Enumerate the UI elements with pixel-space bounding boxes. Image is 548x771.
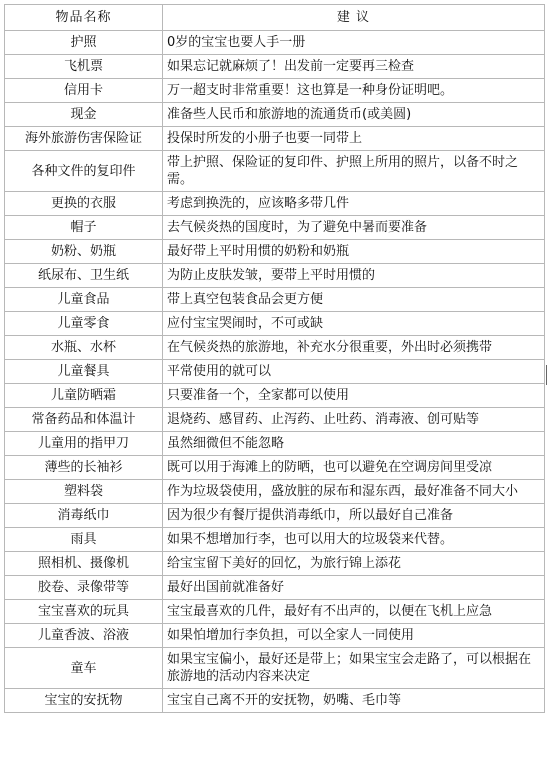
table-row <box>5 192 545 216</box>
table-row <box>5 480 545 504</box>
table-row <box>5 240 545 264</box>
item-advice: 带上护照、保险证的复印件、护照上所用的照片，以备不时之需。 <box>163 151 545 192</box>
item-advice: 应付宝宝哭闹时，不可或缺 <box>163 312 545 336</box>
item-name: 消毒纸巾 <box>5 504 163 528</box>
item-advice: 给宝宝留下美好的回忆，为旅行锦上添花 <box>163 552 545 576</box>
table-row <box>5 504 545 528</box>
item-advice: 退烧药、感冒药、止泻药、止吐药、消毒液、创可贴等 <box>163 408 545 432</box>
item-advice: 如果忘记就麻烦了！出发前一定要再三检查 <box>163 55 545 79</box>
item-advice: 因为很少有餐厅提供消毒纸巾，所以最好自己准备 <box>163 504 545 528</box>
item-name: 飞机票 <box>5 55 163 79</box>
item-name: 常备药品和体温计 <box>5 408 163 432</box>
item-name: 胶卷、录像带等 <box>5 576 163 600</box>
item-name: 塑料袋 <box>5 480 163 504</box>
item-advice: 如果怕增加行李负担，可以全家人一同使用 <box>163 624 545 648</box>
item-name: 儿童零食 <box>5 312 163 336</box>
table-row <box>5 79 545 103</box>
table-row <box>5 336 545 360</box>
table-row <box>5 432 545 456</box>
item-name: 儿童香波、浴液 <box>5 624 163 648</box>
item-name: 各种文件的复印件 <box>5 151 163 192</box>
item-advice: 准备些人民币和旅游地的流通货币(或美圆) <box>163 103 545 127</box>
item-name: 儿童用的指甲刀 <box>5 432 163 456</box>
item-advice: 既可以用于海滩上的防晒，也可以避免在空调房间里受凉 <box>163 456 545 480</box>
table-row <box>5 552 545 576</box>
item-advice: 在气候炎热的旅游地，补充水分很重要，外出时必须携带 <box>163 336 545 360</box>
item-advice: 如果不想增加行李，也可以用大的垃圾袋来代替。 <box>163 528 545 552</box>
item-advice: 只要准备一个，全家都可以使用 <box>163 384 545 408</box>
table-row <box>5 264 545 288</box>
item-advice: 最好出国前就准备好 <box>163 576 545 600</box>
item-name: 纸尿布、卫生纸 <box>5 264 163 288</box>
table-row <box>5 528 545 552</box>
item-advice: 投保时所发的小册子也要一同带上 <box>163 127 545 151</box>
table-row <box>5 408 545 432</box>
header-advice: 建 议 <box>163 5 545 31</box>
table-row <box>5 360 545 384</box>
item-advice: 最好带上平时用惯的奶粉和奶瓶 <box>163 240 545 264</box>
item-name: 薄些的长袖衫 <box>5 456 163 480</box>
item-name: 帽子 <box>5 216 163 240</box>
item-name: 奶粉、奶瓶 <box>5 240 163 264</box>
table-row <box>5 456 545 480</box>
table-row <box>5 384 545 408</box>
table-row <box>5 103 545 127</box>
item-advice: 考虑到换洗的，应该略多带几件 <box>163 192 545 216</box>
item-name: 儿童餐具 <box>5 360 163 384</box>
table-row <box>5 312 545 336</box>
table-row <box>5 55 545 79</box>
item-advice: 作为垃圾袋使用，盛放脏的尿布和湿东西，最好准备不同大小 <box>163 480 545 504</box>
table-row <box>5 600 545 624</box>
item-name: 宝宝喜欢的玩具 <box>5 600 163 624</box>
item-advice: 万一超支时非常重要！这也算是一种身份证明吧。 <box>163 79 545 103</box>
page-edge-marker <box>546 365 547 385</box>
item-advice: 平常使用的就可以 <box>163 360 545 384</box>
item-name: 护照 <box>5 31 163 55</box>
item-advice: 带上真空包装食品会更方便 <box>163 288 545 312</box>
table-row <box>5 648 545 689</box>
item-name: 更换的衣服 <box>5 192 163 216</box>
item-name: 儿童食品 <box>5 288 163 312</box>
table-row <box>5 151 545 192</box>
item-name: 雨具 <box>5 528 163 552</box>
item-advice: 去气候炎热的国度时，为了避免中暑而要准备 <box>163 216 545 240</box>
table-row <box>5 288 545 312</box>
table-row <box>5 127 545 151</box>
item-name: 童车 <box>5 648 163 689</box>
item-advice: 为防止皮肤发皱，要带上平时用惯的 <box>163 264 545 288</box>
table-row <box>5 689 545 713</box>
item-name: 照相机、摄像机 <box>5 552 163 576</box>
header-item-name: 物品名称 <box>5 5 163 31</box>
checklist-container <box>4 4 544 713</box>
item-advice: 虽然细微但不能忽略 <box>163 432 545 456</box>
item-name: 信用卡 <box>5 79 163 103</box>
item-name: 现金 <box>5 103 163 127</box>
item-advice: 宝宝自己离不开的安抚物，奶嘴、毛巾等 <box>163 689 545 713</box>
item-advice: 如果宝宝偏小，最好还是带上；如果宝宝会走路了，可以根据在旅游地的活动内容来决定 <box>163 648 545 689</box>
table-row <box>5 31 545 55</box>
item-name: 水瓶、水杯 <box>5 336 163 360</box>
table-row <box>5 216 545 240</box>
travel-checklist-table <box>4 4 545 713</box>
table-row <box>5 624 545 648</box>
item-name: 宝宝的安抚物 <box>5 689 163 713</box>
item-name: 海外旅游伤害保险证 <box>5 127 163 151</box>
table-header-row <box>5 5 545 31</box>
table-row <box>5 576 545 600</box>
item-name: 儿童防晒霜 <box>5 384 163 408</box>
item-advice: 0岁的宝宝也要人手一册 <box>163 31 545 55</box>
item-advice: 宝宝最喜欢的几件，最好有不出声的，以便在飞机上应急 <box>163 600 545 624</box>
